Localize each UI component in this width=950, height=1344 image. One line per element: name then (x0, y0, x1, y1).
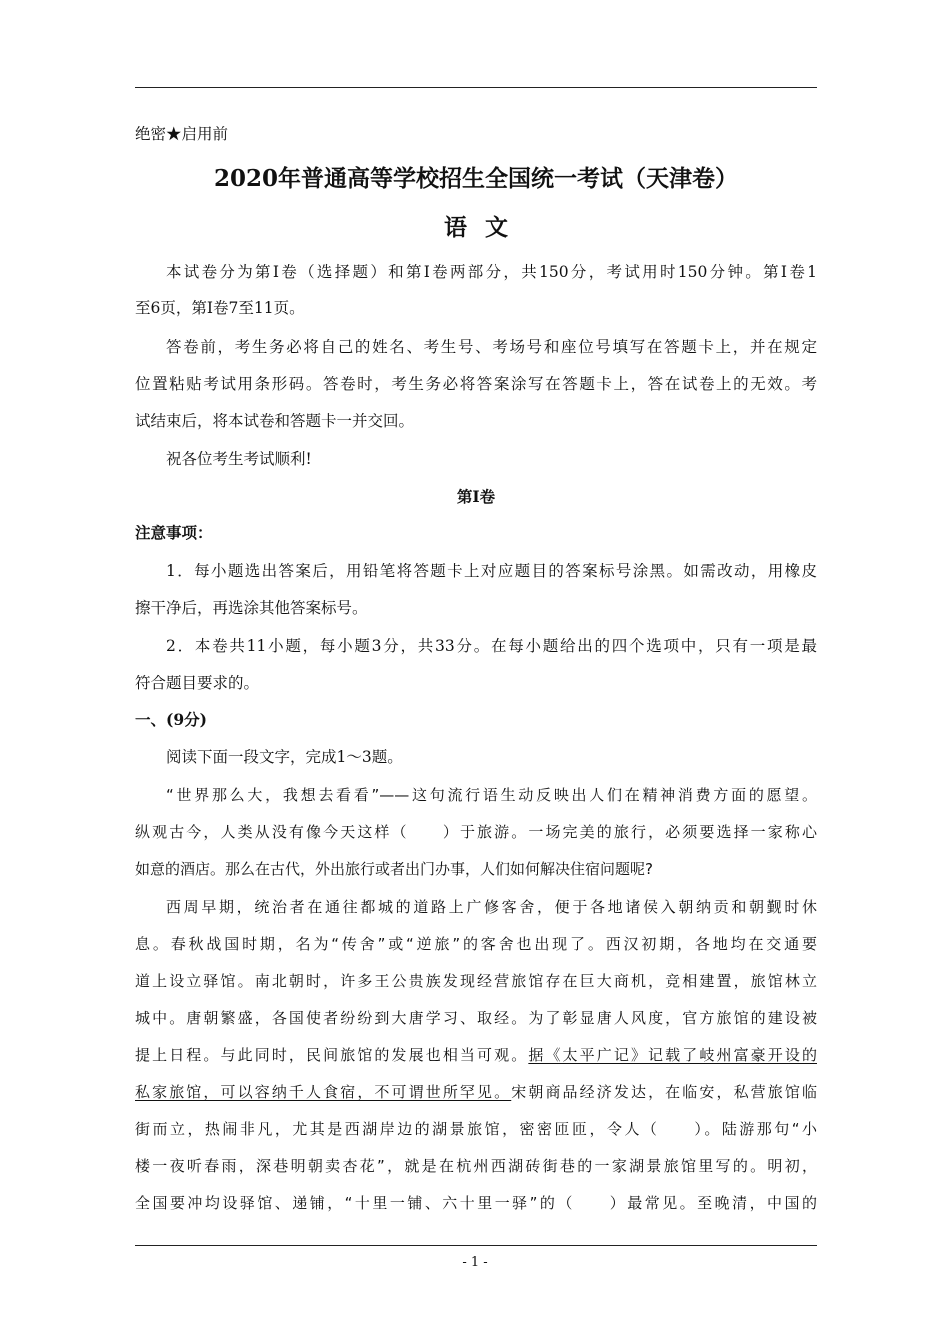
passage-line-10: 街而立，热闹非凡，尤其是西湖岸边的湖景旅馆，密密匝匝，令人（ ）。陆游那句“小 (135, 1120, 817, 1138)
passage-line-9 (135, 1082, 817, 1102)
section-1-instruction: 阅读下面一段文字，完成1～3题。 (166, 748, 403, 766)
passage-line-9-text: 宋朝商品经济发达，在临安，私营旅馆临 (511, 1083, 817, 1101)
intro-paragraph-3: 祝各位考生考试顺利! (166, 450, 312, 468)
passage-line-12: 全国要冲均设驿馆、递铺，“十里一铺、六十里一驿”的（ ）最常见。至晚清，中国的 (135, 1194, 817, 1212)
intro-paragraph-2-line-1: 答卷前，考生务必将自己的姓名、考生号、考场号和座位号填写在答题卡上，并在规定 (166, 338, 817, 356)
note-1-line-2: 擦干净后，再选涂其他答案标号。 (135, 599, 368, 617)
note-2-line-1: 2．本卷共11小题，每小题3分，共33分。在每小题给出的四个选项中，只有一项是最 (166, 637, 817, 655)
volume-title: 第I卷 (456, 487, 496, 506)
note-2-line-2: 符合题目要求的。 (135, 674, 260, 692)
footer-rule (135, 1245, 817, 1246)
passage-line-3: 如意的酒店。那么在古代，外出旅行或者出门办事，人们如何解决住宿问题呢? (135, 860, 653, 878)
passage-line-8 (135, 1045, 817, 1065)
passage-line-1: “世界那么大，我想去看看”——这句流行语生动反映出人们在精神消费方面的愿望。 (166, 786, 817, 804)
passage-line-7: 城中。唐朝繁盛，各国使者纷纷到大唐学习、取经。为了彰显唐人风度，官方旅馆的建设被 (135, 1009, 817, 1027)
header-rule (135, 87, 817, 88)
intro-paragraph-2-line-2: 位置粘贴考试用条形码。答卷时，考生务必将答案涂写在答题卡上，答在试卷上的无效。考 (135, 375, 817, 393)
intro-paragraph-1-line-2: 至6页，第I卷7至11页。 (135, 299, 305, 317)
passage-line-5: 息。春秋战国时期，名为“传舍”或“逆旅”的客舍也出现了。西汉初期，各地均在交通要 (135, 935, 817, 953)
intro-paragraph-2-line-3: 试结束后，将本试卷和答题卡一并交回。 (135, 412, 415, 430)
exam-title: 2020年普通高等学校招生全国统一考试（天津卷） (213, 165, 738, 192)
subject-title: 语文 (444, 214, 526, 241)
underlined-sentence-part-1: 据《太平广记》记载了岐州富豪开设的 (528, 1046, 817, 1064)
passage-line-4: 西周早期，统治者在通往都城的道路上广修客舍，便于各地诸侯入朝纳贡和朝觐时休 (166, 898, 817, 916)
secret-label: 绝密★启用前 (135, 125, 229, 143)
page-number: - 1 - (462, 1255, 488, 1270)
passage-line-6: 道上设立驿馆。南北朝时，许多王公贵族发现经营旅馆存在巨大商机，竞相建置，旅馆林立 (135, 972, 817, 990)
note-1-line-1: 1．每小题选出答案后，用铅笔将答题卡上对应题目的答案标号涂黑。如需改动，用橡皮 (166, 562, 817, 580)
intro-paragraph-1-line-1: 本试卷分为第I卷（选择题）和第I卷两部分，共150分，考试用时150分钟。第I卷1 (166, 263, 817, 281)
underlined-sentence-part-2: 私家旅馆，可以容纳千人食宿，不可谓世所罕见。 (135, 1083, 512, 1101)
notes-heading: 注意事项： (135, 523, 213, 542)
section-1-heading: 一、(9分) (135, 710, 207, 729)
passage-line-11: 楼一夜听春雨，深巷明朝卖杏花”，就是在杭州西湖砖街巷的一家湖景旅馆里写的。明初， (135, 1157, 817, 1175)
passage-line-2: 纵观古今，人类从没有像今天这样（ ）于旅游。一场完美的旅行，必须要选择一家称心 (135, 823, 817, 841)
passage-line-8-text: 提上日程。与此同时，民间旅馆的发展也相当可观。 (135, 1046, 529, 1064)
